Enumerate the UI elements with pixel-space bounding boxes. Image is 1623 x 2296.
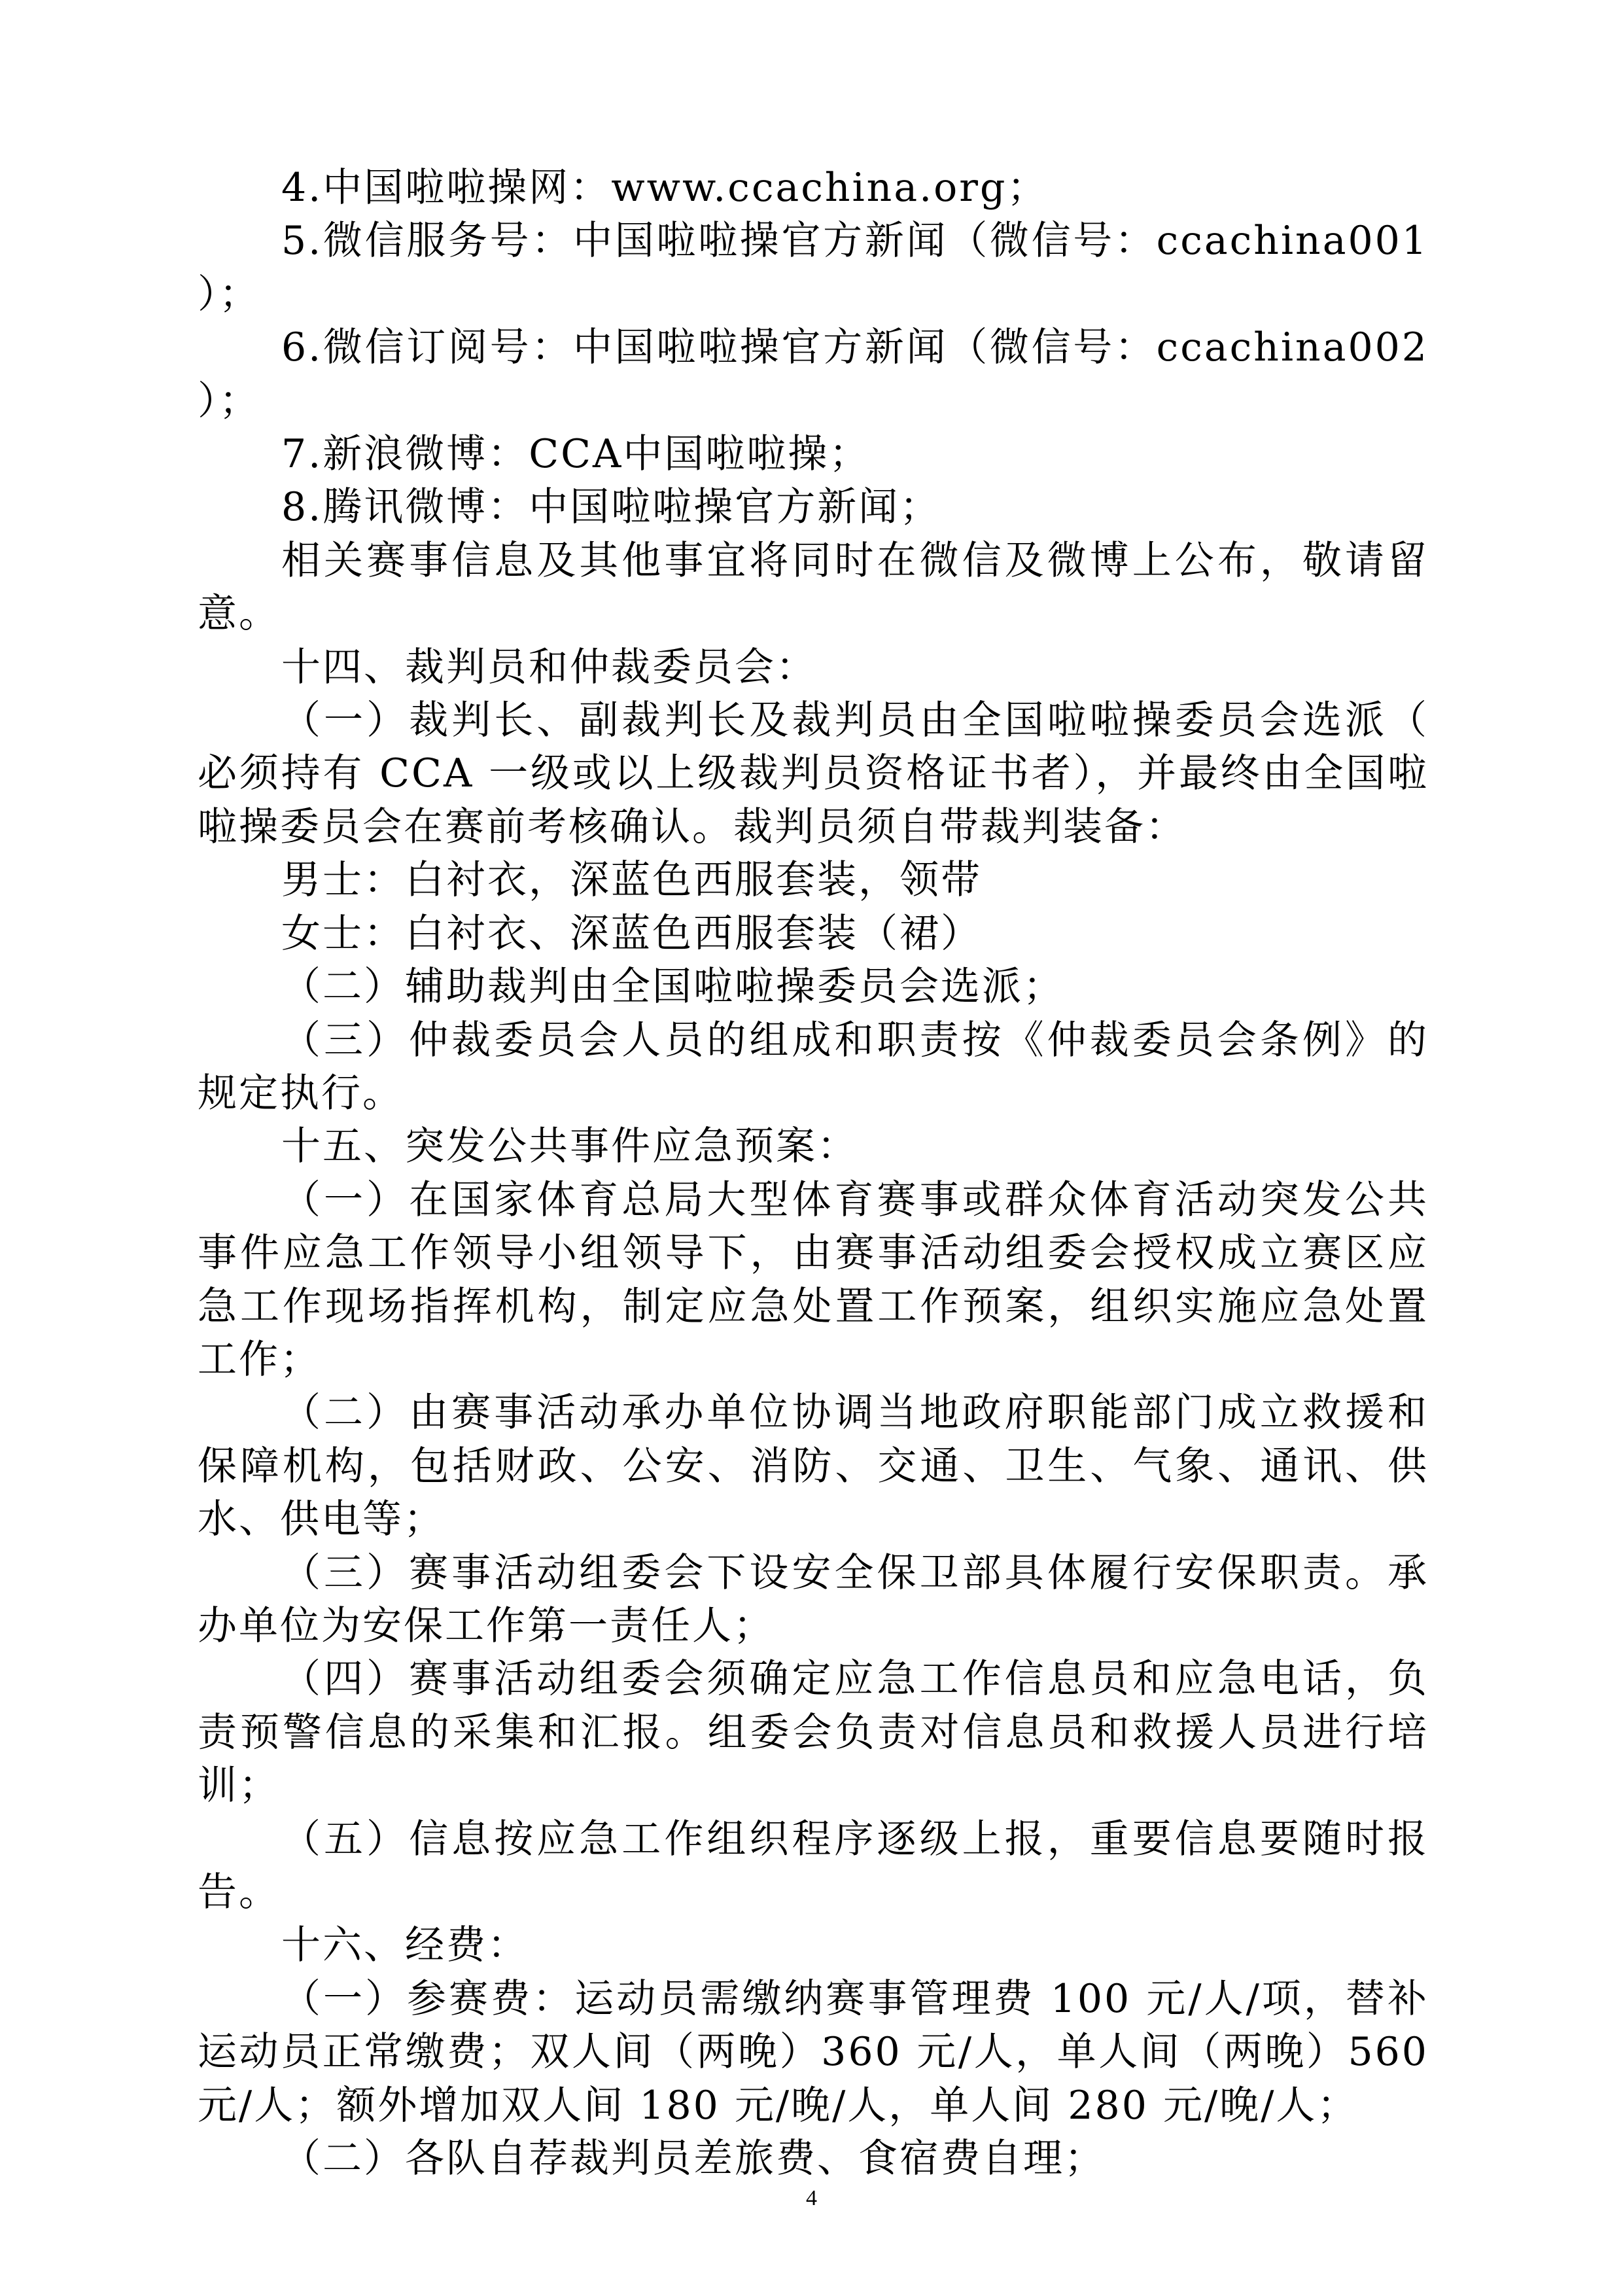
section-heading-14: 十四、裁判员和仲裁委员会： [281,644,817,690]
contact-wechat-service: 5.微信服务号：中国啦啦操官方新闻（微信号：ccachina001）； [198,218,1429,317]
emergency-item-1: （一）在国家体育总局大型体育赛事或群众体育活动突发公共事件应急工作领导小组领导下，由赛事活动组委会授权成立赛区应急工作现场指挥机构，制定应急处置工作预案，组织实施应急处置工作； [198,1176,1429,1383]
contact-sina-weibo: 7.新浪微博：CCA中国啦啦操； [281,431,871,478]
section-heading-16: 十六、经费： [281,1922,529,1969]
fees-item-2: （二）各队自荐裁判员差旅费、食宿费自理； [281,2136,1106,2182]
emergency-item-3: （三）赛事活动组委会下设安全保卫部具体履行安保职责。承办单位为安保工作第一责任人； [198,1549,1429,1649]
contact-tencent-weibo: 8.腾讯微博：中国啦啦操官方新闻； [281,484,941,531]
contact-website: 4.中国啦啦操网：www.ccachina.org； [281,165,1049,211]
body-text [198,162,1429,2185]
emergency-item-5: （五）信息按应急工作组织程序逐级上报，重要信息要随时报告。 [198,1816,1429,1915]
section-heading-15: 十五、突发公共事件应急预案： [281,1123,858,1170]
referee-attire-women: 女士：白衬衣、深蓝色西服套装（裙） [281,910,982,957]
arbitration-committee: （三）仲裁委员会人员的组成和职责按《仲裁委员会条例》的规定执行。 [198,1017,1429,1116]
contact-wechat-subscription: 6.微信订阅号：中国啦啦操官方新闻（微信号：ccachina002）； [198,325,1429,424]
fees-item-1: （一）参赛费：运动员需缴纳赛事管理费 100 元/人/项，替补运动员正常缴费；双人间（两晚）360 元/人，单人间（两晚）560 元/人；额外增加双人间 180 元/晚/人，单人间 280 元/晚/人； [198,1975,1429,2128]
emergency-item-2: （二）由赛事活动承办单位协调当地政府职能部门成立救援和保障机构，包括财政、公安、消防、交通、卫生、气象、通讯、供水、供电等； [198,1390,1429,1543]
page-number: 4 [806,2186,817,2210]
referee-attire-men: 男士：白衬衣，深蓝色西服套装，领带 [281,857,982,904]
notice-paragraph: 相关赛事信息及其他事宜将同时在微信及微博上公布，敬请留意。 [198,537,1429,637]
emergency-item-4: （四）赛事活动组委会须确定应急工作信息员和应急电话，负责预警信息的采集和汇报。组委会负责对信息员和救援人员进行培训； [198,1656,1429,1809]
referee-selection: （一）裁判长、副裁判长及裁判员由全国啦啦操委员会选派（必须持有 CCA 一级或以上级裁判员资格证书者），并最终由全国啦啦操委员会在赛前考核确认。裁判员须自带裁判装备： [198,698,1429,850]
assistant-referees: （二）辅助裁判由全国啦啦操委员会选派； [281,964,1064,1010]
